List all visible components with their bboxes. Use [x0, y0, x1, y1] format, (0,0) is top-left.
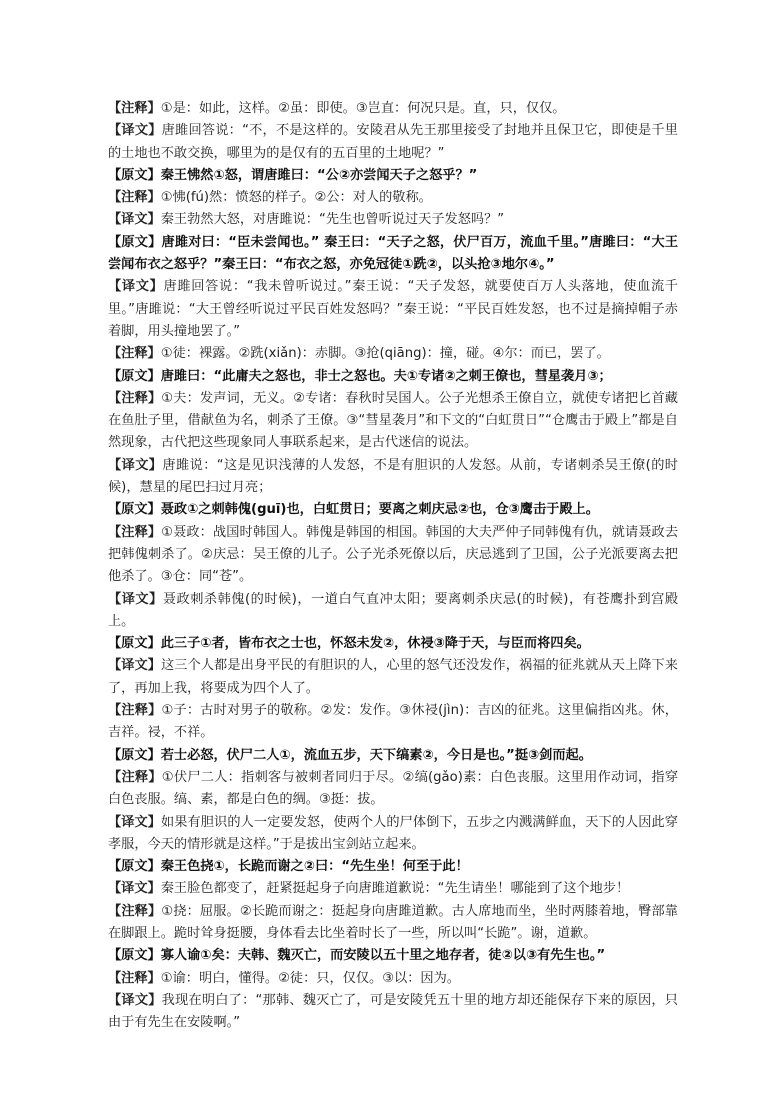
annotation-paragraph [108, 388, 678, 455]
translation-paragraph [108, 120, 678, 165]
paragraph-text: 这三个人都是出身平民的有胆识的人，心里的怒气还没发作，祸福的征兆就从天上降下来了，再加上我，将要成为四个人了。 [108, 658, 678, 696]
annotation-paragraph [108, 522, 678, 589]
paragraph-text: 秦王勃然大怒，对唐雎说：“先生也曾听说过天子发怒吗？” [160, 212, 505, 228]
paragraph-tag: 【注释】 [108, 703, 162, 719]
paragraph-tag: 【译文】 [108, 279, 164, 295]
paragraph-text: ①挠：屈服。②长跪而谢之：挺起身向唐雎道歉。古人席地而坐，坐时两膝着地，臀部靠在脚跟上。跪时耸身挺腰，身体看去比坐着时长了一些，所以叫“长跪”。谢，道歉。 [108, 903, 678, 941]
paragraph-text: ①怫(fú)然：愤怒的样子。②公：对人的敬称。 [160, 190, 432, 206]
annotation-paragraph [108, 187, 678, 209]
paragraph-text: ①子：古时对男子的敬称。②发：发作。③休祲(jìn)：吉凶的征兆。这里偏指凶兆。休，吉祥。祲，不祥。 [108, 703, 678, 741]
translation-paragraph [108, 589, 678, 634]
paragraph-text: 若士必怒，伏尸二人①，流血五步，天下缟素②，今日是也。”挺③剑而起。 [160, 747, 592, 763]
paragraph-tag: 【译文】 [108, 992, 162, 1008]
paragraph-text: 我现在明白了：“那韩、魏灭亡了，可是安陵凭五十里的地方却还能保存下来的原因，只由于有先生在安陵啊。” [108, 992, 678, 1031]
paragraph-tag: 【注释】 [108, 346, 161, 362]
paragraph-tag: 【原文】 [108, 368, 161, 384]
annotation-paragraph [108, 901, 678, 946]
paragraph-tag: 【注释】 [108, 903, 162, 919]
paragraph-tag: 【原文】 [108, 234, 162, 250]
original-text-paragraph [108, 165, 678, 187]
paragraph-text: ①徒：裸露。②跣(xiǎn)：赤脚。③抢(qiāng)：撞，碰。④尔：而已，罢了。 [160, 346, 610, 362]
paragraph-tag: 【注释】 [108, 970, 161, 986]
paragraph-tag: 【注释】 [108, 390, 162, 406]
paragraph-tag: 【原文】 [108, 167, 161, 183]
paragraph-tag: 【译文】 [108, 123, 162, 139]
paragraph-tag: 【译文】 [108, 658, 162, 674]
paragraph-tag: 【原文】 [108, 502, 161, 518]
paragraph-tag: 【译文】 [108, 212, 161, 228]
paragraph-tag: 【原文】 [108, 948, 161, 964]
original-text-paragraph [108, 856, 678, 878]
paragraph-tag: 【译文】 [108, 591, 163, 607]
paragraph-text: 此三子①者，皆布衣之士也，怀怒未发②，休祲③降于天，与臣而将四矣。 [160, 636, 590, 652]
paragraph-tag: 【注释】 [108, 769, 162, 785]
paragraph-tag: 【原文】 [108, 747, 161, 763]
paragraph-text: 唐雎回答说：“不，不是这样的。安陵君从先王那里接受了封地并且保卫它，即使是千里的土地也不敢交换，哪里为的是仅有的五百里的土地呢？” [108, 123, 678, 161]
original-text-paragraph [108, 499, 678, 521]
paragraph-text: 秦王脸色都变了，赶紧挺起身子向唐雎道歉说：“先生请坐！哪能到了这个地步！ [160, 881, 630, 897]
annotation-paragraph [108, 968, 678, 990]
annotation-paragraph [108, 700, 678, 745]
translation-paragraph [108, 209, 678, 231]
paragraph-text: 唐雎回答说：“我未曾听说过。”秦王说：“天子发怒，就要使百万人头落地，使血流千里。”唐雎说：“大王曾经听说过平民百姓发怒吗？”秦王说：“平民百姓发怒，也不过是摘掉帽子赤着脚，用头撞地罢了。” [108, 279, 678, 339]
paragraph-tag: 【译文】 [108, 881, 161, 897]
paragraph-tag: 【原文】 [108, 636, 161, 652]
paragraph-tag: 【注释】 [108, 101, 161, 116]
paragraph-tag: 【注释】 [108, 190, 161, 206]
paragraph-tag: 【译文】 [108, 457, 163, 473]
paragraph-text: 秦王色挠①，长跪而谢之②曰：“先生坐！何至于此！ [160, 859, 469, 875]
paragraph-tag: 【注释】 [108, 524, 162, 540]
paragraph-text: ①是：如此，这样。②虽：即使。③岂直：何况只是。直，只，仅仅。 [160, 101, 566, 116]
translation-paragraph [108, 990, 678, 1035]
paragraph-text: ①谕：明白，懂得。②徒：只，仅仅。③以：因为。 [160, 970, 460, 986]
translation-paragraph [108, 276, 678, 343]
paragraph-text: 唐雎曰：“此庸夫之怒也，非士之怒也。夫①专诸②之刺王僚也，彗星袭月③； [160, 368, 612, 384]
paragraph-text: ①伏尸二人：指刺客与被刺者同归于尽。②缟(gǎo)素：白色丧服。这里用作动词，指穿白色丧服。缟、素，都是白色的绸。③挺：拔。 [108, 769, 679, 808]
paragraph-text: 唐雎说：“这是见识浅薄的人发怒，不是有胆识的人发怒。从前，专诸刺杀吴王僚(的时候)，慧星的尾巴扫过月亮； [108, 457, 678, 496]
original-text-paragraph [108, 366, 678, 388]
original-text-paragraph [108, 945, 678, 967]
translation-paragraph [108, 812, 678, 857]
document-body [108, 98, 678, 1034]
paragraph-text: 如果有胆识的人一定要发怒，使两个人的尸体倒下，五步之内溅满鲜血，天下的人因此穿孝服，今天的情形就是这样。”于是拔出宝剑站立起来。 [108, 814, 678, 852]
annotation-paragraph [108, 343, 678, 365]
paragraph-text: 秦王怫然①怒，谓唐雎曰：“公②亦尝闻天子之怒乎？” [160, 167, 478, 183]
annotation-paragraph [108, 98, 678, 120]
translation-paragraph [108, 455, 678, 500]
paragraph-text: 寡人谕①矣：夫韩、魏灭亡，而安陵以五十里之地存者，徒②以③有先生也。” [160, 948, 606, 964]
paragraph-text: 聂政①之刺韩傀(guī)也，白虹贯日；要离之刺庆忌②也，仓③鹰击于殿上。 [160, 502, 599, 518]
paragraph-tag: 【原文】 [108, 859, 161, 875]
translation-paragraph [108, 655, 678, 700]
paragraph-tag: 【译文】 [108, 814, 162, 830]
paragraph-text: ①夫：发声词，无义。②专诸：春秋时吴国人。公子光想杀王僚自立，就使专诸把匕首藏在鱼肚子里，借献鱼为名，刺杀了王僚。③“彗星袭月”和下文的“白虹贯日”“仓鹰击于殿上”都是自然现象，古代把这些现象同人事联系起来，是古代迷信的说法。 [108, 390, 678, 451]
translation-paragraph [108, 878, 678, 900]
original-text-paragraph [108, 633, 678, 655]
paragraph-text: ①聂政：战国时韩国人。韩傀是韩国的相国。韩国的大夫严仲子同韩傀有仇，就请聂政去把韩傀刺杀了。②庆忌：吴王僚的儿子。公子光杀死僚以后，庆忌逃到了卫国，公子光派要离去把他杀了。③仓：同“苍”。 [108, 524, 679, 585]
document-page [108, 98, 678, 1034]
paragraph-text: 聂政刺杀韩傀(的时候)，一道白气直冲太阳；要离刺杀庆忌(的时候)，有苍鹰扑到宫殿上。 [108, 591, 679, 629]
annotation-paragraph [108, 767, 678, 812]
original-text-paragraph [108, 232, 678, 277]
paragraph-text: 唐雎对曰：“臣未尝闻也。” 秦王曰：“天子之怒，伏尸百万，流血千里。”唐雎曰：“大王尝闻布衣之怒乎？”秦王曰：“布衣之怒，亦免冠徒①跣②，以头抢③地尔④。” [108, 234, 679, 273]
original-text-paragraph [108, 745, 678, 767]
